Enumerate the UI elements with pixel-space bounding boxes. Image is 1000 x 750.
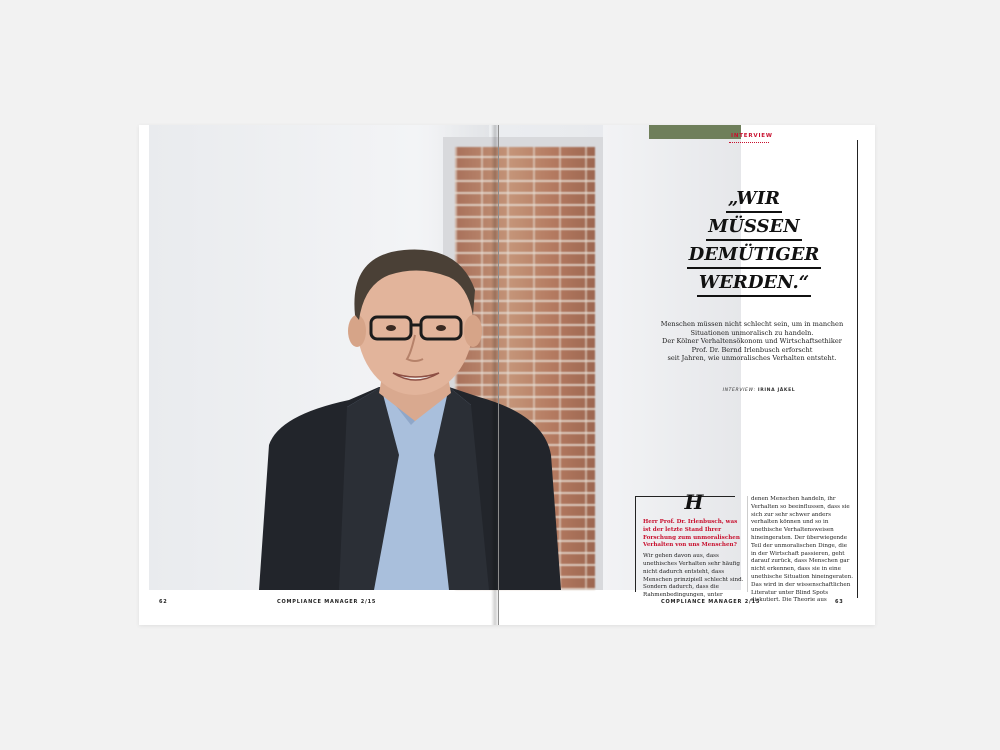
answer-text: Wir gehen davon aus, dass unethisches Verhalten sehr häufig nicht dadurch entsteht, dass Menschen prinzipiell schlecht sind. Sondern dadurch, dass die Rahmenbedingungen, unter [643,553,744,599]
headline-line: DEMÜTIGER [687,243,822,269]
page-number-left: 62 [159,599,168,605]
column-divider [747,496,748,592]
headline [664,187,844,299]
body-column-1 [643,491,745,600]
lede-line: seit Jahren, wie unmoralisches Verhalten entsteht. [667,354,837,363]
footer-left: COMPLIANCE MANAGER 2/15 [277,599,377,605]
byline-label: INTERVIEW: [722,388,756,393]
footer-right: COMPLIANCE MANAGER 2/15 [661,599,761,605]
interview-question: Herr Prof. Dr. Irlenbusch, was ist der letzte Stand Ihrer Forschung zum unmoralischen Verhalten von uns Menschen? [643,519,740,549]
page-edge-rule [857,140,858,598]
page-number-right: 63 [835,599,844,605]
lede-line: Situationen unmoralisch zu handeln. [690,328,814,337]
byline [699,388,819,393]
rubric-underline [729,142,769,143]
lede-paragraph [647,320,857,363]
byline-author: IRINA JÄKEL [757,388,796,393]
drop-cap: H [684,490,704,514]
headline-line: WERDEN.“ [697,271,811,297]
section-rubric: INTERVIEW [731,133,773,139]
column-rule-left [635,496,636,592]
lede-line: Prof. Dr. Bernd Irlenbusch erforscht [691,345,813,354]
lede-line: Menschen müssen nicht schlecht sein, um in manchen [660,320,844,328]
lede-line: Der Kölner Verhaltensökonom und Wirtschaftsethiker [662,337,842,346]
headline-line: MÜSSEN [706,215,801,241]
magazine-spread [139,125,875,625]
gutter-fold [498,125,499,625]
headline-line: „WIR [726,187,782,213]
answer-text-continued: denen Menschen handeln, ihr Verhalten so beeinflussen, dass sie sich zur sehr schwer anders verhalten können und so in unethische Verhaltensweisen hineingeraten. Der überwiegende Teil der unmoralischen Dinge, die in der Wirtschaft passieren, geht darauf zurück, dass Menschen gar nicht erkennen, dass sie in eine unethische Situation hineingeraten. Das wird in der wissenschaftlichen Literatur unter Blind Spots diskutiert. Die Theorie aus [751,496,853,604]
